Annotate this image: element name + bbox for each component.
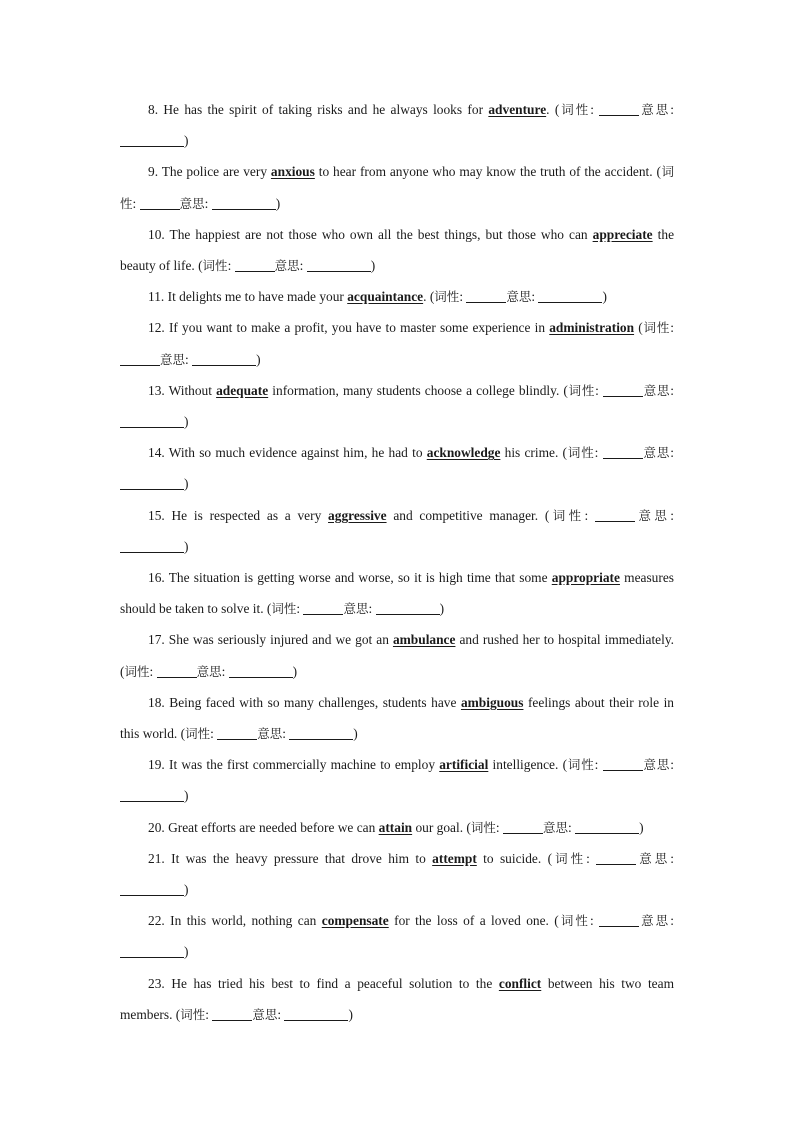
part-of-speech-blank[interactable] <box>157 665 197 678</box>
vocab-exercise-item: 21. It was the heavy pressure that drove him to attempt to suicide. (词性: 意思: ) <box>120 843 674 905</box>
sentence-after: . <box>423 289 427 305</box>
part-of-speech-blank[interactable] <box>120 353 160 366</box>
meaning-label: 意思 <box>635 507 671 523</box>
item-number: 16. <box>148 570 165 586</box>
part-of-speech-label: 词性 <box>552 850 587 866</box>
key-word: administration <box>549 320 635 336</box>
meaning-blank[interactable] <box>120 789 184 802</box>
part-of-speech-blank[interactable] <box>235 259 275 272</box>
meaning-blank[interactable] <box>284 1008 348 1021</box>
item-number: 19. <box>148 757 165 773</box>
key-word: adequate <box>216 382 269 398</box>
sentence-before: Without <box>168 382 217 398</box>
key-word: appropriate <box>551 570 620 586</box>
meaning-blank[interactable] <box>120 477 184 490</box>
part-of-speech-label: 词性 <box>558 913 590 929</box>
meaning-label: 意思 <box>642 382 671 398</box>
vocab-exercise-item: 9. The police are very anxious to hear from anyone who may know the truth of the accident. (词性: 意思: ) <box>120 164 674 211</box>
vocab-exercise-item: 13. Without adequate information, many students choose a college blindly. (词性: 意思: ) <box>120 375 674 437</box>
key-word: conflict <box>498 975 542 991</box>
part-of-speech-label: 词性 <box>180 1006 206 1022</box>
vocab-exercise-item: 20. Great efforts are needed before we can attain our goal. (词性: 意思: ) <box>148 819 644 835</box>
sentence-after: information, many students choose a college blindly. <box>268 382 560 398</box>
key-word: attempt <box>432 850 477 866</box>
part-of-speech-blank[interactable] <box>212 1008 252 1021</box>
part-of-speech-label: 词性 <box>120 164 674 211</box>
key-word: anxious <box>270 164 315 180</box>
key-word: compensate <box>321 913 389 929</box>
meaning-label: 意思 <box>252 1006 278 1022</box>
part-of-speech-blank[interactable] <box>599 914 639 927</box>
part-of-speech-label: 词性 <box>642 320 671 336</box>
part-of-speech-label: 词性 <box>567 382 596 398</box>
item-number: 22. <box>148 913 165 929</box>
part-of-speech-label: 词性 <box>124 663 150 679</box>
part-of-speech-blank[interactable] <box>140 197 180 210</box>
sentence-after: and competitive manager. <box>386 507 539 523</box>
part-of-speech-blank[interactable] <box>217 727 257 740</box>
meaning-blank[interactable] <box>575 821 639 834</box>
sentence-after: his crime. <box>500 445 559 461</box>
part-of-speech-blank[interactable] <box>599 103 639 116</box>
item-number: 8. <box>148 102 159 117</box>
vocab-exercise-item: 8. He has the spirit of taking risks and he always looks for adventure. (词性: 意思: ) <box>120 94 674 156</box>
sentence-after: measures should be taken to solve it. <box>120 570 674 617</box>
sentence-after: for the loss of a loved one. <box>388 913 549 929</box>
part-of-speech-label: 词性 <box>185 726 211 742</box>
sentence-before: The happiest are not those who own all the best things, but those who can <box>169 226 593 242</box>
item-number: 13. <box>148 382 165 398</box>
key-word: appreciate <box>592 226 653 242</box>
key-word: attain <box>378 819 413 835</box>
part-of-speech-label: 词性 <box>434 289 460 305</box>
part-of-speech-label: 词性 <box>559 102 591 117</box>
item-number: 21. <box>148 850 165 866</box>
meaning-blank[interactable] <box>307 259 371 272</box>
part-of-speech-blank[interactable] <box>595 509 635 522</box>
meaning-blank[interactable] <box>538 290 602 303</box>
key-word: artificial <box>439 757 489 773</box>
meaning-label: 意思 <box>542 819 568 835</box>
part-of-speech-label: 词性 <box>549 507 585 523</box>
part-of-speech-blank[interactable] <box>603 384 643 397</box>
sentence-after: between his two team members. <box>120 975 674 1022</box>
sentence-before: It delights me to have made your <box>167 289 348 305</box>
vocab-exercise-item: 22. In this world, nothing can compensate for the loss of a loved one. (词性: 意思: ) <box>120 905 674 967</box>
worksheet-page <box>120 94 674 1030</box>
meaning-blank[interactable] <box>120 415 184 428</box>
item-number: 17. <box>148 632 165 648</box>
vocab-exercise-item: 19. It was the first commercially machine to employ artificial intelligence. (词性: 意思: ) <box>120 749 674 811</box>
part-of-speech-label: 词性 <box>271 601 297 617</box>
item-number: 20. <box>148 819 165 835</box>
sentence-after: to hear from anyone who may know the truth of the accident. <box>314 164 653 180</box>
sentence-before: It was the heavy pressure that drove him to <box>171 850 433 866</box>
sentence-before: She was seriously injured and we got an <box>168 632 393 648</box>
part-of-speech-label: 词性 <box>202 258 228 274</box>
part-of-speech-blank[interactable] <box>503 821 543 834</box>
vocab-exercise-item: 16. The situation is getting worse and worse, so it is high time that some appropriate measures should be taken to solve it. (词性: 意思: ) <box>120 570 674 617</box>
meaning-blank[interactable] <box>120 134 184 147</box>
part-of-speech-blank[interactable] <box>603 758 643 771</box>
sentence-before: With so much evidence against him, he had to <box>168 445 427 461</box>
item-number: 15. <box>148 507 165 523</box>
meaning-blank[interactable] <box>376 602 440 615</box>
meaning-label: 意思 <box>257 726 283 742</box>
vocab-exercise-item: 18. Being faced with so many challenges, students have ambiguous feelings about their role in this world. (词性: 意思: ) <box>120 694 674 742</box>
sentence-before: If you want to make a profit, you have to master some experience in <box>168 320 550 336</box>
meaning-label: 意思 <box>506 289 532 305</box>
meaning-label: 意思 <box>642 445 671 461</box>
meaning-label: 意思 <box>639 102 671 117</box>
meaning-blank[interactable] <box>120 883 184 896</box>
part-of-speech-label: 词性 <box>567 757 595 773</box>
key-word: acquaintance <box>347 289 424 305</box>
meaning-label: 意思 <box>160 351 186 367</box>
meaning-label: 意思 <box>343 601 369 617</box>
meaning-label: 意思 <box>196 663 222 679</box>
part-of-speech-blank[interactable] <box>603 446 643 459</box>
sentence-after: our goal. <box>412 819 464 835</box>
item-number: 14. <box>148 445 165 461</box>
item-number: 11. <box>148 289 165 305</box>
item-number: 18. <box>148 694 165 710</box>
sentence-before: Being faced with so many challenges, students have <box>169 694 461 710</box>
part-of-speech-blank[interactable] <box>303 602 343 615</box>
vocab-exercise-item: 17. She was seriously injured and we got an ambulance and rushed her to hospital immediately. (词性: 意思: ) <box>120 632 675 679</box>
vocab-exercise-item: 15. He is respected as a very aggressive and competitive manager. (词性: 意思: ) <box>120 500 674 562</box>
part-of-speech-label: 词性 <box>470 819 496 835</box>
sentence-before: Great efforts are needed before we can <box>168 819 379 835</box>
sentence-before: He has the spirit of taking risks and he always looks for <box>163 102 489 117</box>
key-word: ambiguous <box>460 694 524 710</box>
vocab-exercise-item: 23. He has tried his best to find a peaceful solution to the conflict between his two team members. (词性: 意思: ) <box>120 975 674 1022</box>
part-of-speech-label: 词性 <box>567 445 595 461</box>
key-word: acknowledge <box>426 445 501 461</box>
sentence-after: feelings about their role in this world. <box>120 694 674 742</box>
meaning-label: 意思 <box>642 757 671 773</box>
vocab-exercise-item: 14. With so much evidence against him, he had to acknowledge his crime. (词性: 意思: ) <box>120 437 674 499</box>
part-of-speech-blank[interactable] <box>596 852 636 865</box>
meaning-label: 意思 <box>179 195 205 211</box>
key-word: adventure <box>488 102 547 117</box>
sentence-after: to suicide. <box>476 850 542 866</box>
sentence-before: He is respected as a very <box>171 507 329 523</box>
sentence-after: the beauty of life. <box>120 226 675 274</box>
sentence-before: The situation is getting worse and worse, so it is high time that some <box>168 570 552 586</box>
item-number: 12. <box>148 320 165 336</box>
item-number: 9. <box>148 164 159 180</box>
meaning-blank[interactable] <box>120 540 184 553</box>
sentence-after: intelligence. <box>488 757 559 773</box>
part-of-speech-blank[interactable] <box>466 290 506 303</box>
sentence-before: He has tried his best to find a peaceful solution to the <box>171 975 499 991</box>
vocab-exercise-item: 12. If you want to make a profit, you have to master some experience in administration (词性: 意思: ) <box>120 312 674 374</box>
meaning-blank[interactable] <box>192 353 256 366</box>
meaning-blank[interactable] <box>229 665 293 678</box>
meaning-blank[interactable] <box>212 197 276 210</box>
meaning-blank[interactable] <box>289 727 353 740</box>
sentence-before: The police are very <box>161 164 271 180</box>
meaning-label: 意思 <box>274 258 300 274</box>
key-word: ambulance <box>392 632 456 648</box>
sentence-before: It was the first commercially machine to employ <box>168 757 440 773</box>
meaning-label: 意思 <box>639 913 671 929</box>
key-word: aggressive <box>328 507 387 523</box>
vocab-exercise-item: 11. It delights me to have made your acquaintance. (词性: 意思: ) <box>148 289 607 305</box>
meaning-label: 意思 <box>636 850 671 866</box>
meaning-blank[interactable] <box>120 945 184 958</box>
sentence-after: and rushed her to hospital immediately. <box>455 632 675 648</box>
sentence-after: . <box>546 102 550 117</box>
sentence-before: In this world, nothing can <box>170 913 322 929</box>
vocab-exercise-item: 10. The happiest are not those who own all the best things, but those who can appreciate the beauty of life. (词性: 意思: ) <box>120 226 675 274</box>
item-number: 23. <box>148 975 165 991</box>
item-number: 10. <box>148 226 165 242</box>
